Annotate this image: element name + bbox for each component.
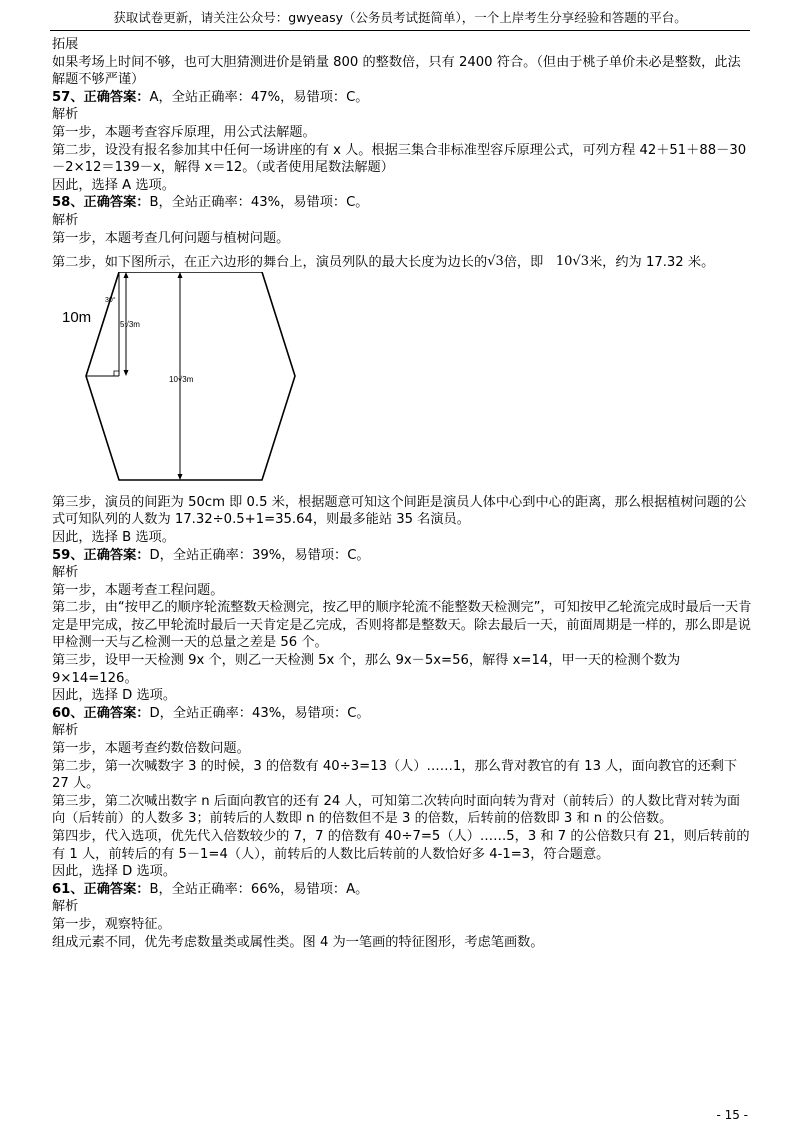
q58-step2-part-b: 倍，即 bbox=[503, 255, 544, 271]
right-angle-mark bbox=[114, 371, 119, 376]
q57-answer-detail: A，全站正确率：47%，易错项：C。 bbox=[149, 89, 369, 105]
q58-conclusion: 因此，选择 B 选项。 bbox=[52, 529, 175, 545]
q58-step1: 第一步，本题考查几何问题与植树问题。 bbox=[52, 230, 290, 246]
q61-jiexi: 解析 bbox=[52, 899, 79, 915]
full-arrow-head-top bbox=[178, 272, 183, 278]
q59-step2: 第二步，由“按甲乙的顺序轮流整数天检测完，按乙甲的顺序轮流不能整数天检测完”，可知按甲乙轮流完成时最后一天肯定是甲完成，按乙甲轮流时最后一天肯定是乙完成，否则将都是整数天。除去最后一天，前面周期是一样的，那么即是说甲检测一天与乙检测一天的总量之差是 56 个。 bbox=[52, 600, 752, 651]
q57-answer-label: 57、正确答案： bbox=[52, 89, 150, 105]
label-side-10m: 10m bbox=[62, 308, 92, 326]
sqrt3-formula: √3 bbox=[487, 254, 504, 270]
q59-jiexi: 解析 bbox=[52, 565, 79, 581]
q58-step3: 第三步，演员的间距为 50cm 即 0.5 米，根据题意可知这个间距是演员人体中心到中心的距离，那么根据植树问题的公式可知队列的人数为 17.32÷0.5+1=35.64，则最多能站 35 名演员。 bbox=[52, 494, 747, 528]
q57-step2: 第二步，设没有报名参加其中任何一场讲座的有 x 人。根据三集合非标准型容斥原理公式，可列方程 42＋51＋88－30－2×12＝139－x，解得 x＝12。（或者使用尾数法解题） bbox=[52, 142, 747, 176]
q59-answer-line bbox=[52, 547, 752, 565]
label-half-height: 5√3m bbox=[120, 319, 140, 329]
q58-answer-label: 58、正确答案： bbox=[52, 195, 150, 211]
q57-jiexi: 解析 bbox=[52, 107, 79, 123]
q58-step2-part-c: 米，约为 17.32 米。 bbox=[589, 255, 715, 271]
q58-jiexi: 解析 bbox=[52, 212, 79, 228]
q60-step2: 第二步，第一次喊数字 3 的时候，3 的倍数有 40÷3=13（人）……1，那么背对教官的有 13 人，面向教官的还剩下 27 人。 bbox=[52, 758, 738, 792]
document-body bbox=[52, 36, 752, 951]
q60-answer-detail: D，全站正确率：43%，易错项：C。 bbox=[149, 705, 370, 721]
half-arrow-head-top bbox=[124, 272, 129, 278]
q59-step3: 第三步，设甲一天检测 9x 个，则乙一天检测 5x 个，那么 9x－5x=56，解得 x=14，甲一天的检测个数为 9×14=126。 bbox=[52, 653, 681, 686]
q58-answer-line bbox=[52, 194, 752, 212]
page-header: 获取试卷更新，请关注公众号：gwyeasy（公务员考试挺简单），一个上岸考生分享经验和答题的平台。 bbox=[113, 10, 687, 25]
label-angle-30: 30° bbox=[105, 296, 116, 304]
q61-step2: 组成元素不同，优先考虑数量类或属性类。图 4 为一笔画的特征图形，考虑笔画数。 bbox=[52, 934, 544, 950]
q58-answer-detail: B，全站正确率：43%，易错项：C。 bbox=[149, 195, 369, 211]
half-arrow-head-bottom bbox=[124, 370, 129, 376]
full-arrow-head-bottom bbox=[178, 474, 183, 480]
q59-step1: 第一步，本题考查工程问题。 bbox=[52, 582, 224, 598]
q60-step4: 第四步，代入选项，优先代入倍数较少的 7，7 的倍数有 40÷7=5（人）……5，3 和 7 的公倍数只有 21，则后转前的有 1 人，前转后的有 5－1=4（人），前转后的人数比后转前的人数恰好多 4-1=3，符合题意。 bbox=[52, 829, 750, 862]
ten-sqrt3-formula: 10√3 bbox=[555, 254, 589, 270]
header-divider bbox=[50, 30, 750, 31]
tuozhan-text: 如果考场上时间不够，也可大胆猜测进价是销量 800 的整数倍，只有 2400 符合。（但由于桃子单价未必是整数，此法解题不够严谨） bbox=[52, 54, 741, 88]
q59-conclusion: 因此，选择 D 选项。 bbox=[52, 688, 177, 704]
q61-step1: 第一步，观察特征。 bbox=[52, 916, 171, 932]
label-full-height: 10√3m bbox=[169, 374, 194, 384]
q60-answer-label: 60、正确答案： bbox=[52, 705, 150, 721]
q58-step2-part-a: 第二步，如下图所示，在正六边形的舞台上，演员列队的最大长度为边长的 bbox=[52, 255, 488, 271]
q61-answer-detail: B，全站正确率：66%，易错项：A。 bbox=[149, 881, 369, 897]
q61-answer-line bbox=[52, 881, 752, 899]
q57-conclusion: 因此，选择 A 选项。 bbox=[52, 177, 175, 193]
q60-conclusion: 因此，选择 D 选项。 bbox=[52, 864, 177, 880]
q57-answer-line bbox=[52, 89, 752, 107]
q58-step2 bbox=[52, 253, 752, 272]
q57-step1: 第一步，本题考查容斥原理，用公式法解题。 bbox=[52, 124, 316, 140]
q60-step1: 第一步，本题考查约数倍数问题。 bbox=[52, 741, 250, 757]
q61-answer-label: 61、正确答案： bbox=[52, 881, 150, 897]
page-number: - 15 - bbox=[716, 1108, 748, 1122]
q60-jiexi: 解析 bbox=[52, 723, 79, 739]
q59-answer-label: 59、正确答案： bbox=[52, 547, 150, 563]
hexagon-figure bbox=[52, 272, 752, 494]
hexagon-diagram bbox=[52, 272, 752, 494]
section-title-tuozhan: 拓展 bbox=[52, 37, 79, 52]
q60-step3: 第三步，第二次喊出数字 n 后面向教官的还有 24 人，可知第二次转向时面向转为背对（前转后）的人数比背对转为面向（后转前）的人数多 3；前转后的人数即 n 的倍数但不是 3 的倍数，后转前的倍数即 3 和 n 的公倍数。 bbox=[52, 793, 741, 827]
q59-answer-detail: D，全站正确率：39%，易错项：C。 bbox=[149, 547, 370, 563]
q60-answer-line bbox=[52, 705, 752, 723]
